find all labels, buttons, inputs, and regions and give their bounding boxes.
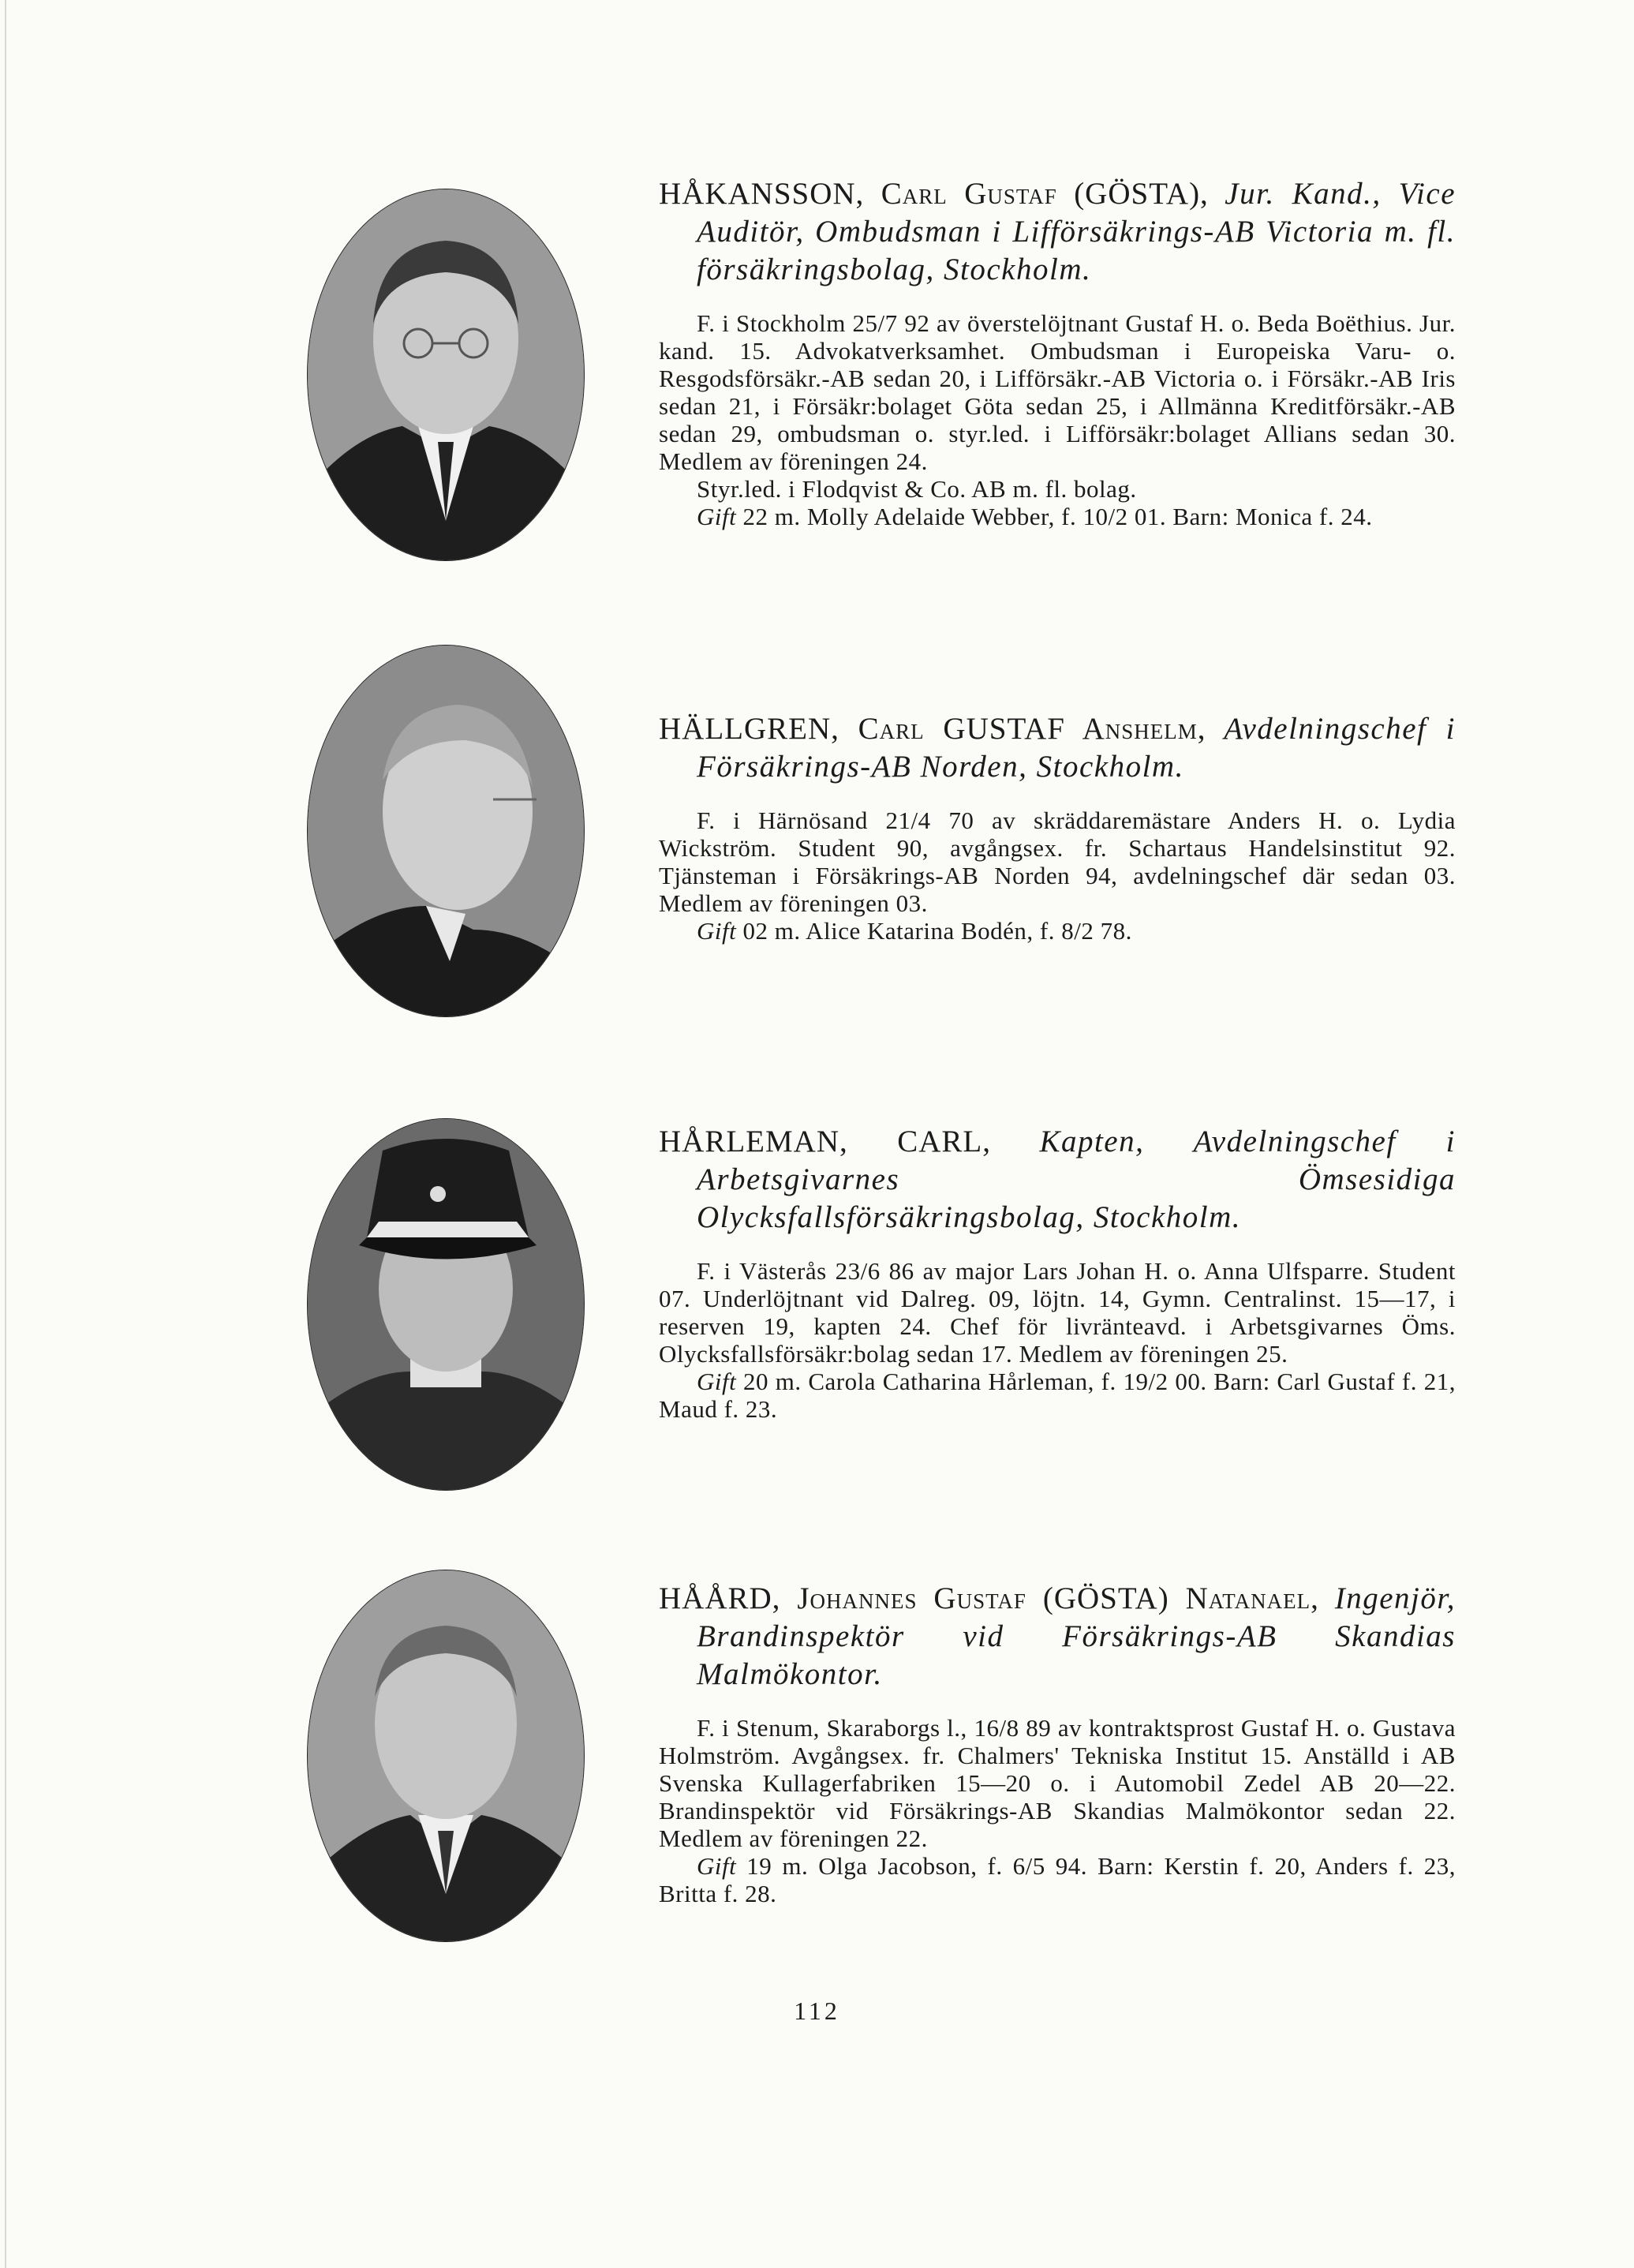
family-paragraph	[659, 503, 1456, 530]
portrait-photo	[308, 1570, 584, 1941]
family-paragraph	[659, 1852, 1456, 1907]
bio-paragraph: F. i Stockholm 25/7 92 av överstelöjtnant Gustaf H. o. Beda Boëthius. Jur. kand. 15. Advokatverksamhet. Ombudsman i Europeiska Varu- o. Resgodsförsäkr.-AB sedan 20, i Lifförsäkr.-AB Victoria o. i Försäkr.-AB Iris sedan 21, i Försäkr:bolaget Göta sedan 25, i Allmänna Kreditförsäkr.-AB sedan 29, ombudsman o. styr.led. i Lifförsäkr:bolaget Allians sedan 30. Medlem av föreningen 24.	[659, 309, 1456, 475]
entry-text	[659, 1123, 1456, 1423]
person-title: Jur. Kand., Vice Auditör, Ombudsman i Lifförsäkrings-AB Victoria m. fl. försäkringsbolag, Stockholm.	[697, 177, 1456, 286]
person-title: Kapten, Avdelningschef i Arbetsgivarnes Ömsesidiga Olycksfallsförsäkringsbolag, Stockholm.	[697, 1125, 1456, 1234]
biography	[659, 1257, 1456, 1423]
bio-paragraph: F. i Stenum, Skaraborgs l., 16/8 89 av kontraktsprost Gustaf H. o. Gustava Holmström. Avgångsex. fr. Chalmers' Tekniska Institut 15. Anställd i AB Svenska Kullagerfabriken 15—20 o. i Automobil Zedel AB 20—22. Brandinspektör vid Försäkrings-AB Skandias Malmökontor sedan 22. Medlem av föreningen 22.	[659, 1714, 1456, 1852]
entry-text	[659, 1580, 1456, 1907]
entry-text	[659, 710, 1456, 945]
family-label: Gift	[697, 503, 737, 530]
family-text: 22 m. Molly Adelaide Webber, f. 10/2 01. Barn: Monica f. 24.	[736, 503, 1373, 530]
entry-heading	[659, 175, 1456, 289]
entry-heading	[659, 1580, 1456, 1694]
entry-heading	[659, 1123, 1456, 1237]
portrait-photo	[308, 189, 584, 560]
family-paragraph	[659, 1368, 1456, 1423]
entry-heading	[659, 710, 1456, 786]
page-number: 112	[794, 1997, 840, 2025]
biography	[659, 807, 1456, 945]
page-edge	[5, 0, 6, 2268]
family-text: 02 m. Alice Katarina Bodén, f. 8/2 78.	[736, 917, 1132, 945]
person-name: HÅRLEMAN, CARL,	[659, 1125, 991, 1158]
person-title: Ingenjör, Brandinspektör vid Försäkrings-AB Skandias Malmökontor.	[697, 1581, 1456, 1691]
biography	[659, 309, 1456, 530]
person-name: HÅKANSSON, Carl Gustaf (GÖSTA),	[659, 177, 1209, 211]
family-label: Gift	[697, 917, 737, 945]
portrait-photo	[308, 1119, 584, 1490]
person-title: Avdelningschef i Försäkrings-AB Norden, Stockholm.	[697, 712, 1456, 784]
bio-paragraph: Styr.led. i Flodqvist & Co. AB m. fl. bolag.	[697, 475, 1137, 503]
family-text: 20 m. Carola Catharina Hårleman, f. 19/2 00. Barn: Carl Gustaf f. 21, Maud f. 23.	[659, 1368, 1456, 1423]
biography	[659, 1714, 1456, 1907]
entry-text	[659, 175, 1456, 530]
portrait-photo	[308, 646, 584, 1016]
bio-paragraph: F. i Västerås 23/6 86 av major Lars Johan H. o. Anna Ulfsparre. Student 07. Underlöjtnant vid Dalreg. 09, löjtn. 14, Gymn. Centralinst. 15—17, i reserven 19, kapten 24. Chef för livränteavd. i Arbetsgivarnes Öms. Olycksfallsförsäkr:bolag sedan 17. Medlem av föreningen 25.	[659, 1257, 1456, 1368]
family-paragraph	[659, 917, 1456, 945]
family-label: Gift	[697, 1368, 737, 1395]
family-label: Gift	[697, 1852, 737, 1880]
person-name: HÄLLGREN, Carl GUSTAF Anshelm,	[659, 712, 1206, 746]
family-text: 19 m. Olga Jacobson, f. 6/5 94. Barn: Kerstin f. 20, Anders f. 23, Britta f. 28.	[659, 1852, 1456, 1907]
person-name: HÅÅRD, Johannes Gustaf (GÖSTA) Natanael,	[659, 1581, 1319, 1615]
bio-paragraph: F. i Härnösand 21/4 70 av skräddaremästare Anders H. o. Lydia Wickström. Student 90, avgångsex. fr. Schartaus Handelsinstitut 92. Tjänsteman i Försäkrings-AB Norden 94, avdelningschef där sedan 03. Medlem av föreningen 03.	[659, 807, 1456, 917]
